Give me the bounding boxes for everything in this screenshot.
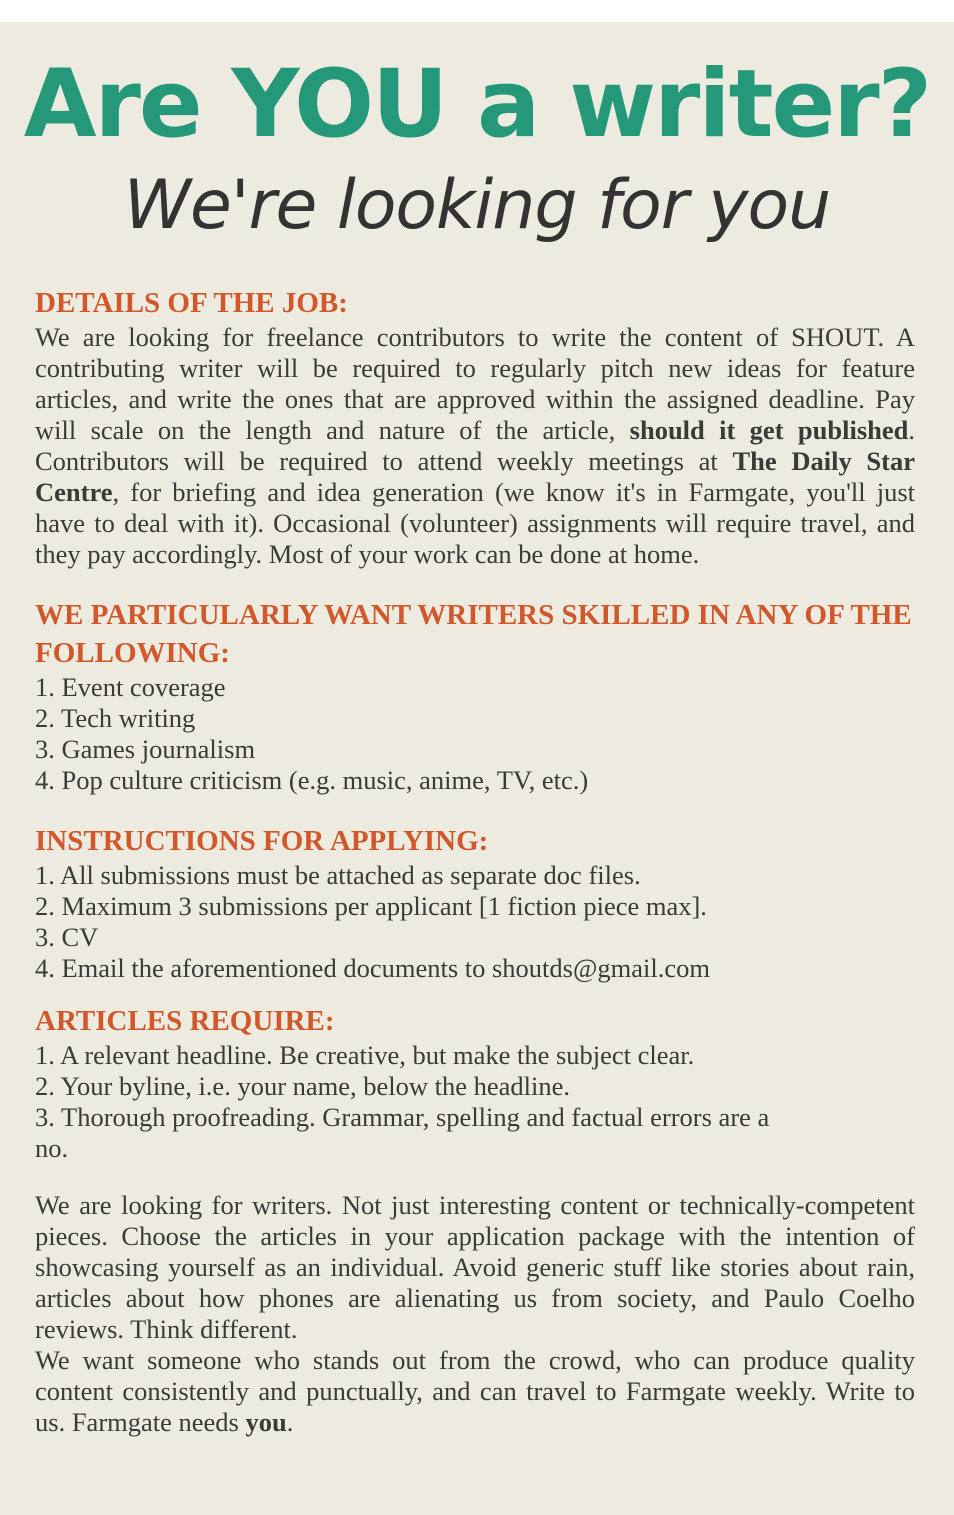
flyer-page bbox=[0, 22, 954, 1515]
flyer-content bbox=[35, 284, 915, 1438]
skills-list bbox=[35, 672, 915, 796]
closing-paragraph-1: We are looking for writers. Not just interesting content or technically-competent pieces. Choose the articles in your application package with the intention of showcasing yourself as an individual. Avoid generic stuff like stories about rain, articles about how phones are alienating us from society, and Paulo Coelho reviews. Think different. bbox=[35, 1190, 915, 1344]
list-item: 1. All submissions must be attached as separate doc files. bbox=[35, 860, 641, 890]
closing-end: . bbox=[286, 1407, 294, 1437]
list-item: 3. CV bbox=[35, 922, 99, 952]
articles-list bbox=[35, 1040, 795, 1164]
list-item: 2. Maximum 3 submissions per applicant [1 fiction piece max]. bbox=[35, 891, 707, 921]
closing-paragraph-2 bbox=[35, 1345, 915, 1438]
list-item: 2. Tech writing bbox=[35, 703, 196, 733]
details-paragraph bbox=[35, 322, 915, 570]
skills-heading: WE PARTICULARLY WANT WRITERS SKILLED IN ANY OF THE FOLLOWING: bbox=[35, 599, 912, 669]
instructions-list bbox=[35, 860, 915, 984]
closing-bold: you bbox=[245, 1407, 287, 1437]
flyer-title: Are YOU a writer? bbox=[23, 50, 931, 159]
list-item: 1. A relevant headline. Be creative, but make the subject clear. bbox=[35, 1040, 695, 1070]
list-item: 3. Games journalism bbox=[35, 734, 256, 764]
closing-text: We want someone who stands out from the crowd, who can produce quality content consistently and punctually, and can travel to Farmgate weekly. Write to us. Farmgate needs bbox=[35, 1345, 915, 1437]
list-item: 3. Thorough proofreading. Grammar, spelling and factual errors are a no. bbox=[35, 1102, 770, 1163]
list-item: 2. Your byline, i.e. your name, below the headline. bbox=[35, 1071, 571, 1101]
details-text-2: . Contributors will be required to attend weekly meetings at bbox=[35, 415, 915, 476]
flyer-subtitle: We're looking for you bbox=[123, 166, 831, 245]
list-item: 1. Event coverage bbox=[35, 672, 226, 702]
details-heading: DETAILS OF THE JOB: bbox=[35, 287, 348, 319]
articles-heading: ARTICLES REQUIRE: bbox=[35, 1005, 335, 1037]
details-bold-2: The Daily Star Centre bbox=[35, 446, 915, 507]
details-text-1: We are looking for freelance contributors to write the content of SHOUT. A contributing writer will be required to regularly pitch new ideas for feature articles, and write the ones that are approved within the assigned deadline. Pay will scale on the length and nature of the article, bbox=[35, 322, 915, 445]
list-item: 4. Pop culture criticism (e.g. music, anime, TV, etc.) bbox=[35, 765, 589, 795]
list-item: 4. Email the aforementioned documents to shoutds@gmail.com bbox=[35, 953, 710, 983]
details-text-3: , for briefing and idea generation (we know it's in Farmgate, you'll just have to deal with it). Occasional (volunteer) assignments will require travel, and they pay accordingly. Most of your work can be done at home. bbox=[35, 477, 915, 569]
details-bold-1: should it get published bbox=[629, 415, 909, 445]
instructions-heading: INSTRUCTIONS FOR APPLYING: bbox=[35, 825, 489, 857]
